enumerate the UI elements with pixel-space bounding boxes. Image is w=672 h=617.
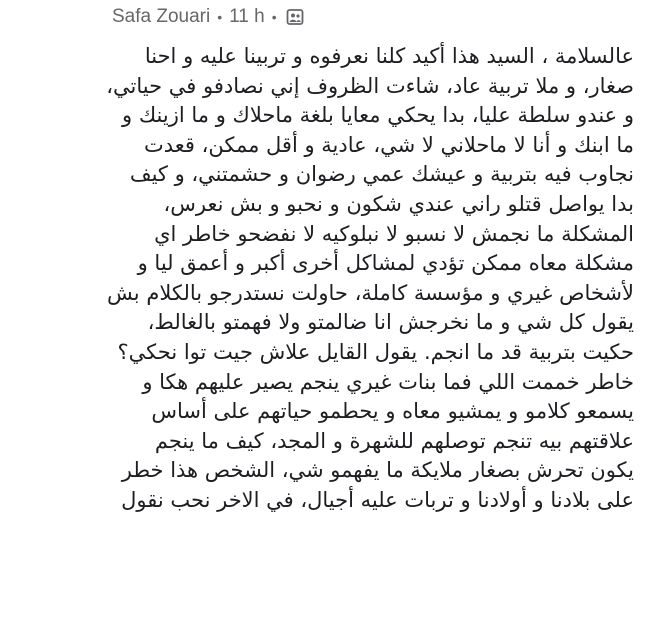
- post-body: [8, 42, 634, 516]
- post-text-line: عالسلامة ، السيد هذا أكيد كلنا نعرفوه و تربينا عليه و احنا: [144, 44, 634, 68]
- post-text-line: يقول كل شي و ما نخرجش انا ضالمتو ولا فهمتو بالغالط،: [147, 310, 634, 335]
- post-text-line: صغار، و ملا تربية عاد، شاءت الظروف إني نصادفو في حياتي،: [106, 73, 634, 98]
- post-text-line: بدا يواصل قتلو راني عندي شكون و نحبو و بش نعرس،: [163, 191, 634, 216]
- post-text-line: حكيت بتربية قد ما انجم. يقول القايل علاش جيت توا نحكي؟: [117, 339, 634, 364]
- post-text-line: علاقتهم بيه تنجم توصلهم للشهرة و المجد، كيف ما ينجم: [154, 428, 634, 453]
- post-header: [0, 0, 672, 36]
- post-text-line: و عندو سلطة عليا، بدا يحكي معايا بلغة ماحلاك و ما ازينك و: [122, 103, 634, 128]
- post-text-line: يكون تحرش بصغار ملايكة ما يفهمو شي، الشخص هذا خطر: [121, 458, 634, 483]
- post-text-line: مشكلة معاه ممكن تؤدي لمشاكل أخرى أكبر و أعمق ليا و: [137, 251, 634, 276]
- post-text-line: على بلادنا و أولادنا و تربات عليه أجيال، في الاخر نحب نقول: [121, 487, 634, 512]
- meta-separator: •: [217, 9, 223, 25]
- post-text-line: نجاوب فيه بتربية و عيشك عمي رضوان و حشمتني، و كيف: [129, 162, 634, 187]
- post-text-line: خاطر خممت اللي فما بنات غيري ينجم يصير عليهم هكا و: [142, 369, 634, 394]
- post-text-line: المشكلة ما نجمش لا نسبو لا نبلوكيه لا نفضحو خاطر اي: [154, 221, 634, 246]
- friends-icon-svg: [286, 8, 304, 26]
- post-text-line: ما ابنك و أنا لا ماحلاني لا شي، عادية و أقل ممكن، قعدت: [143, 132, 634, 157]
- post-text-line: لأشخاص غيري و مؤسسة كاملة، حاولت نستدرجو بالكلام بش: [107, 280, 634, 305]
- meta-separator-2: •: [271, 9, 277, 25]
- post-timestamp[interactable]: 11 h: [229, 6, 265, 27]
- post-meta: [112, 6, 304, 28]
- friends-icon[interactable]: [286, 8, 304, 26]
- author-name[interactable]: Safa Zouari: [112, 6, 211, 27]
- post-text-line: يسمعو كلامو و يمشيو معاه و يحطمو حياتهم على أساس: [151, 399, 634, 424]
